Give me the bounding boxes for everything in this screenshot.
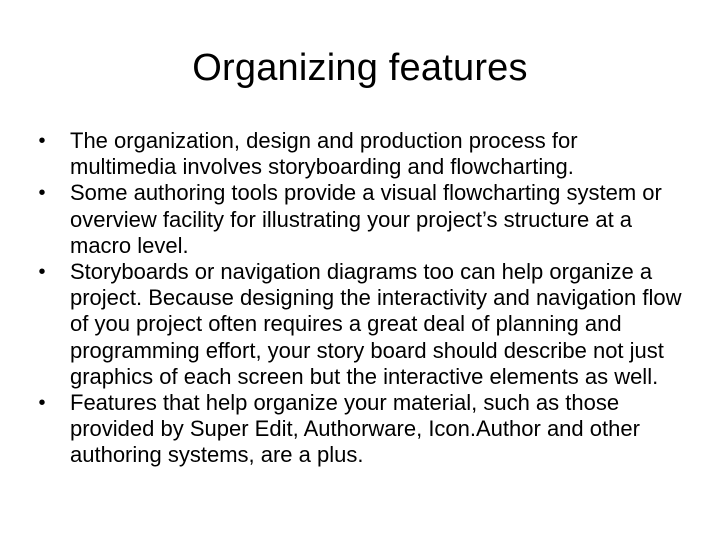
- bullet-item: [30, 390, 690, 469]
- bullet-item: [30, 128, 690, 180]
- bullet-icon: •: [38, 182, 46, 205]
- bullet-item: [30, 259, 690, 390]
- bullet-text: Storyboards or navigation diagrams too can help organize a project. Because designing the interactivity and navigation flow of you project often requires a great deal of planning and programming effort, your story board should describe not just graphics of each screen but the interactive elements as well.: [70, 259, 682, 389]
- bullet-item: [30, 180, 690, 259]
- bullet-text: Some authoring tools provide a visual flowcharting system or overview facility for illustrating your project’s structure at a macro level.: [70, 180, 662, 258]
- bullet-icon: •: [38, 392, 46, 415]
- bullet-text: Features that help organize your material, such as those provided by Super Edit, Authorware, Icon.Author and other authoring systems, are a plus.: [70, 390, 640, 468]
- bullet-icon: •: [38, 130, 46, 152]
- bullet-list: [30, 128, 690, 469]
- bullet-text: The organization, design and production process for multimedia involves storyboarding and flowcharting.: [70, 128, 578, 180]
- slide-title: Organizing features: [192, 47, 528, 89]
- bullet-icon: •: [38, 261, 46, 284]
